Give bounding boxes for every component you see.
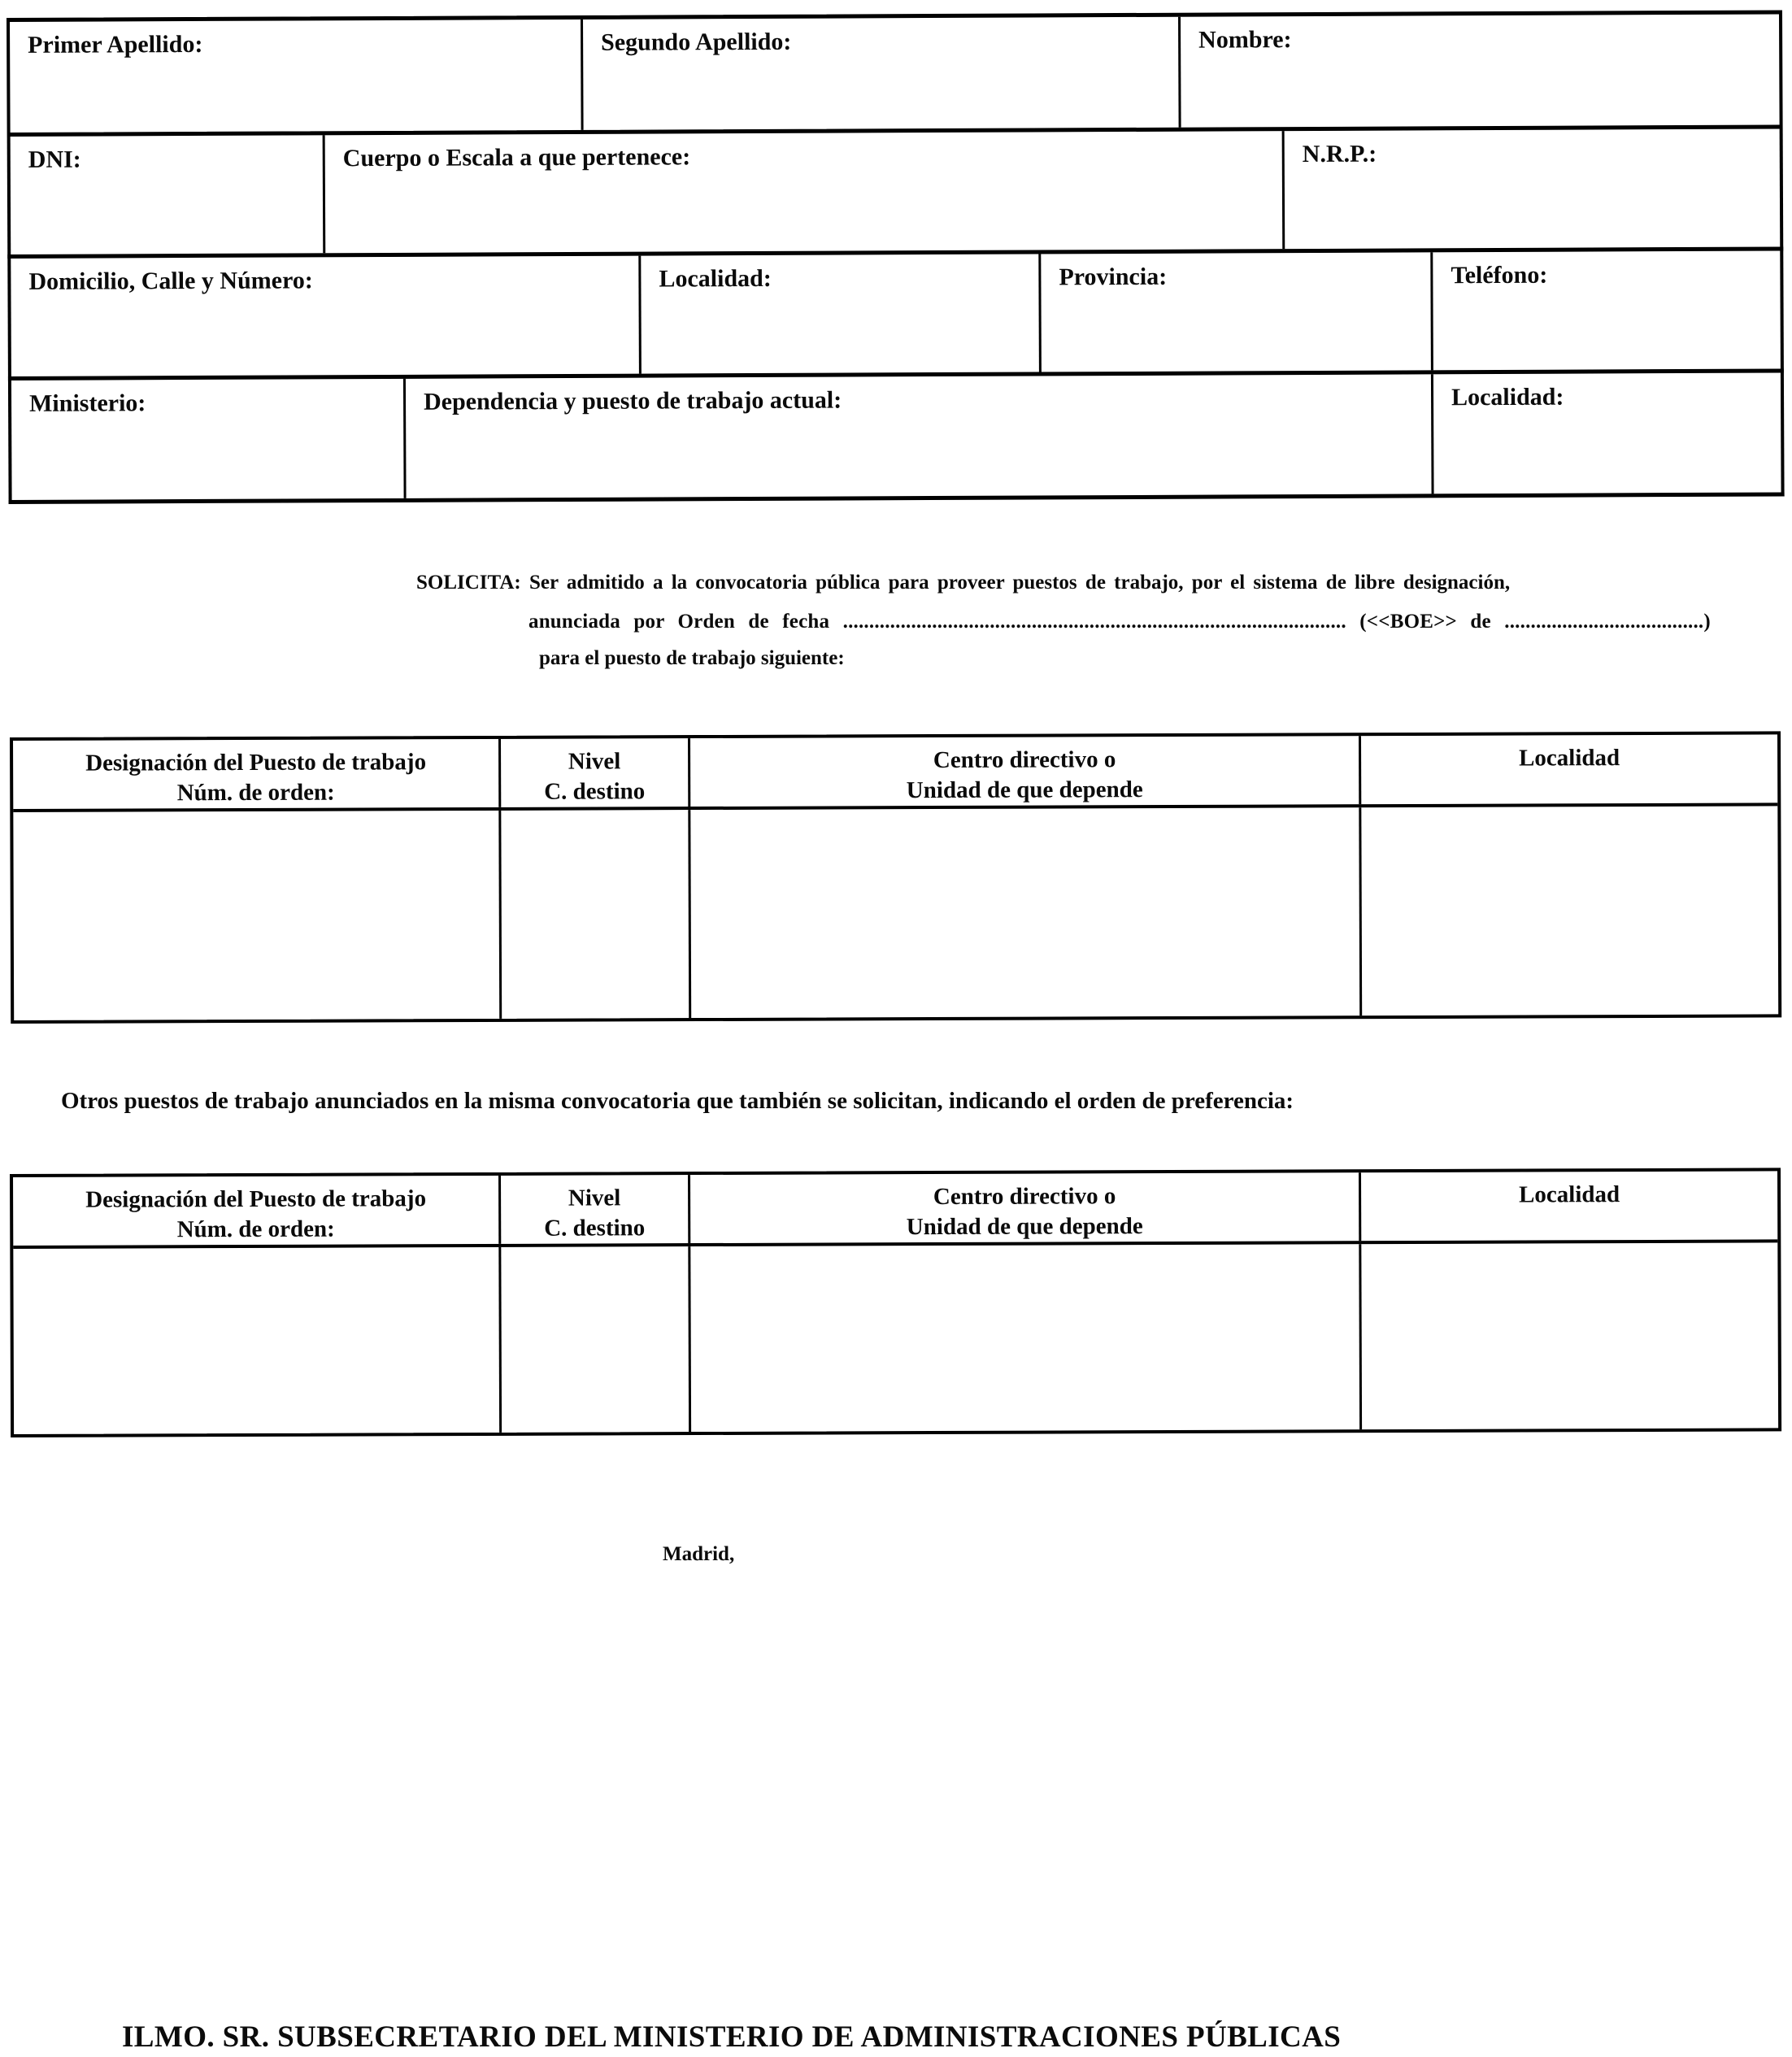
centro-input-area [690, 1244, 1362, 1432]
field-domicilio [11, 256, 642, 376]
field-label: Localidad: [1451, 383, 1564, 411]
header-line: C. destino [544, 1215, 646, 1242]
col-nivel-header [501, 738, 690, 807]
col-designacion-header [13, 1176, 501, 1246]
col-localidad-header [1361, 734, 1777, 804]
field-provincia [1041, 252, 1433, 372]
madrid-date-line: Madrid, [663, 1543, 735, 1565]
header-line: Designación del Puesto de trabajo [85, 749, 427, 776]
otros-puestos-heading: Otros puestos de trabajo anunciados en la misma convocatoria que también se solicitan, indicando el orden de preferencia: [61, 1088, 1294, 1114]
otros-puestos-table [10, 1168, 1781, 1437]
localidad-input-area [1361, 1242, 1778, 1429]
header-line: Localidad [1518, 745, 1620, 772]
field-dependencia-puesto-actual [406, 374, 1434, 498]
header-line: Localidad [1518, 1181, 1620, 1208]
localidad-input-area [1361, 806, 1778, 1015]
header-line: Unidad de que depende [906, 1213, 1143, 1241]
field-nombre [1181, 14, 1780, 127]
designacion-input-area [13, 1247, 502, 1434]
personal-row-4 [8, 372, 1785, 504]
field-label: Primer Apellido: [28, 30, 203, 59]
field-label: Localidad: [659, 264, 772, 293]
table-empty-row [13, 1242, 1778, 1434]
field-localidad [641, 254, 1042, 373]
field-cuerpo-escala [325, 131, 1285, 253]
header-line: Núm. de orden: [176, 779, 335, 807]
personal-row-2 [7, 128, 1784, 259]
col-localidad-header [1361, 1171, 1777, 1241]
header-line: Nivel [568, 748, 621, 775]
field-label: N.R.P.: [1302, 140, 1377, 168]
solicita-line-2: anunciada por Orden de fecha ................................................................................................ (<<BOE>> de ......................................) [528, 611, 1711, 633]
field-nrp [1285, 128, 1781, 249]
col-centro-header [690, 1172, 1361, 1243]
header-line: Nivel [568, 1185, 621, 1211]
field-ministerio [11, 379, 407, 500]
nivel-input-area [501, 810, 691, 1019]
personal-data-grid [7, 10, 1785, 504]
field-segundo-apellido [583, 17, 1181, 130]
header-line: Unidad de que depende [906, 776, 1143, 804]
field-label: Domicilio, Calle y Número: [28, 267, 313, 295]
personal-row-1 [7, 10, 1783, 137]
centro-input-area [690, 807, 1362, 1018]
col-centro-header [690, 736, 1361, 807]
personal-row-3 [7, 250, 1784, 381]
puesto-solicitado-table [10, 731, 1781, 1024]
field-localidad-trabajo [1433, 372, 1781, 494]
header-line: Centro directivo o [933, 1183, 1116, 1211]
field-label: DNI: [28, 146, 81, 173]
table-header-row [13, 1171, 1777, 1249]
field-primer-apellido [10, 20, 584, 133]
designacion-input-area [13, 811, 502, 1020]
field-dni [11, 135, 326, 254]
field-label: Dependencia y puesto de trabajo actual: [423, 386, 842, 415]
table-empty-row [13, 806, 1778, 1020]
field-label: Nombre: [1198, 26, 1292, 54]
header-line: C. destino [544, 778, 646, 805]
col-nivel-header [501, 1175, 690, 1244]
field-label: Cuerpo o Escala a que pertenece: [342, 143, 691, 172]
header-line: Centro directivo o [933, 746, 1116, 774]
col-designacion-header [13, 739, 501, 809]
solicita-line-3: para el puesto de trabajo siguiente: [539, 647, 845, 669]
header-line: Designación del Puesto de trabajo [85, 1185, 427, 1213]
field-label: Provincia: [1059, 263, 1168, 291]
field-telefono [1433, 250, 1781, 370]
field-label: Teléfono: [1451, 261, 1548, 289]
nivel-input-area [501, 1246, 691, 1433]
field-label: Segundo Apellido: [601, 28, 792, 56]
table-header-row [13, 734, 1777, 812]
header-line: Núm. de orden: [176, 1216, 335, 1243]
solicita-line-1: SOLICITA: Ser admitido a la convocatoria pública para proveer puestos de trabajo, por el sistema de libre designación, [416, 572, 1511, 594]
addressee-line: ILMO. SR. SUBSECRETARIO DEL MINISTERIO DE ADMINISTRACIONES PÚBLICAS [122, 2020, 1342, 2054]
field-label: Ministerio: [28, 389, 146, 417]
